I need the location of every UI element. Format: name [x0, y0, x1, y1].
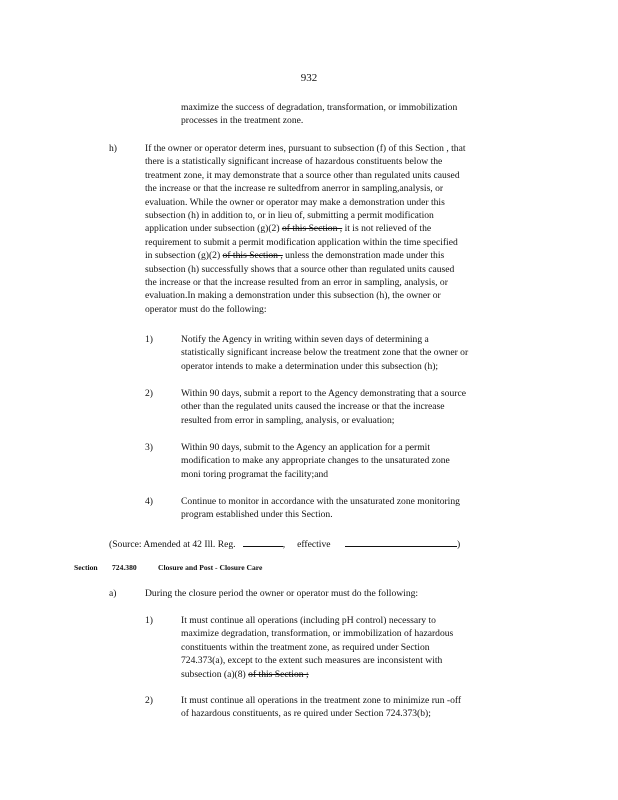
- text-line: [145, 222, 466, 235]
- item-h-label: h): [109, 143, 117, 154]
- text-run: application under subsection (g)(2): [145, 223, 282, 235]
- text-line: During the closure period the owner or operator must do the following:: [145, 588, 419, 599]
- text-line: (Source: Amended at 42 Ill. Reg. , effective ): [109, 536, 460, 551]
- sub-item-paragraph: [181, 441, 450, 481]
- text-line: If the owner or operator determ ines, pursuant to subsection (f) of this Section , that: [145, 143, 466, 154]
- text-line: Notify the Agency in writing within seven days of determining a: [181, 334, 429, 345]
- source-text: (Source: Amended at 42 Ill. Reg.: [109, 539, 236, 550]
- text-line: Within 90 days, submit a report to the Agency demonstrating that a source: [181, 388, 466, 399]
- sub-item-paragraph: [181, 387, 466, 427]
- text-line: evaluation.In making a demonstration under this subsection (h), the owner or: [145, 290, 441, 302]
- close-paren: ): [456, 539, 461, 550]
- text-line: other than the regulated units caused the increase or that the increase: [181, 401, 445, 413]
- text-line: requirement to submit a permit modification application within the time specified: [145, 236, 458, 248]
- text-line: operator must do the following:: [145, 303, 267, 315]
- text-line: program established under this Section.: [181, 509, 333, 521]
- blank-line: [243, 536, 283, 547]
- text-line: subsection (h) in addition to, or in lieu of, submitting a permit modification: [145, 210, 434, 222]
- item-a-label: a): [109, 588, 117, 599]
- struck-text: of this Section ,: [222, 250, 283, 262]
- text-line: there is a statistically significant increase of hazardous constituents below the: [145, 156, 443, 168]
- sub-item-paragraph: [181, 333, 468, 373]
- page-number: 932: [300, 72, 318, 84]
- text-run: in subsection (g)(2): [145, 250, 223, 262]
- sub-item-paragraph: [181, 495, 460, 522]
- text-line: operator intends to make a determination under this subsection (h);: [181, 360, 439, 372]
- sub-item-label: 2): [145, 695, 153, 706]
- text-line: Within 90 days, submit to the Agency an application for a permit: [181, 442, 430, 453]
- sub-item-paragraph: [181, 694, 461, 721]
- sub-item-label: 4): [145, 496, 153, 507]
- text-line: It must continue all operations in the treatment zone to minimize run -off: [181, 695, 462, 706]
- text-line: resulted from error in sampling, analysis, or evaluation;: [181, 414, 395, 426]
- text-line: [145, 249, 466, 262]
- section-number: 724.380: [112, 563, 137, 572]
- sub-item-label: 2): [145, 388, 153, 399]
- text-line: modification to make any appropriate changes to the unsaturated zone: [181, 455, 450, 467]
- item-a-paragraph: [145, 587, 418, 600]
- struck-text: of this Section ,: [281, 223, 343, 235]
- sub-item-label: 1): [145, 615, 153, 626]
- item-h-paragraph: [145, 142, 466, 316]
- text-run: subsection (a)(8): [181, 668, 249, 680]
- text-line: subsection (h) successfully shows that a source other than regulated units caused: [145, 263, 455, 275]
- sub-item-paragraph: [181, 614, 453, 681]
- text-line: Continue to monitor in accordance with the unsaturated zone monitoring: [181, 496, 460, 507]
- blank-line: [345, 536, 457, 547]
- text-line: evaluation. While the owner or operator may make a demonstration under this: [145, 196, 445, 208]
- effective-label: effective: [297, 539, 331, 550]
- text-run: unless the demonstration made under this: [282, 250, 445, 262]
- text-line: treatment zone, it may demonstrate that a source other than regulated units caused: [145, 169, 460, 181]
- text-run: it is not relieved of the: [342, 223, 432, 235]
- text-line: processes in the treatment zone.: [181, 115, 304, 127]
- text-line: maximize the success of degradation, transformation, or immobilization: [181, 102, 458, 113]
- text-line: the increase or that the increase re sultedfrom anerror in sampling,analysis, or: [145, 183, 444, 195]
- text-line: of hazardous constituents, as re quired under Section 724.373(b);: [181, 708, 431, 720]
- text-line: moni toring programat the facility;and: [181, 468, 329, 480]
- section-title: Closure and Post - Closure Care: [158, 563, 263, 572]
- text-line: constituents within the treatment zone, as required under Section: [181, 641, 430, 653]
- section-label: Section: [74, 563, 98, 572]
- text-line: maximize degradation, transformation, or immobilization of hazardous: [181, 628, 454, 640]
- text-line: 724.373(a), except to the extent such measures are inconsistent with: [181, 655, 443, 667]
- text-line: [181, 668, 453, 681]
- sub-item-label: 3): [145, 442, 153, 453]
- sub-item-label: 1): [145, 334, 153, 345]
- source-note: [109, 536, 460, 551]
- text-line: the increase or that the increase resulted from an error in sampling, analysis, or: [145, 277, 448, 289]
- text-line: statistically significant increase below the treatment zone that the owner or: [181, 347, 469, 359]
- intro-paragraph: [181, 101, 457, 128]
- struck-text: of this Section ;: [248, 668, 309, 680]
- text-line: It must continue all operations (including pH control) necessary to: [181, 615, 436, 626]
